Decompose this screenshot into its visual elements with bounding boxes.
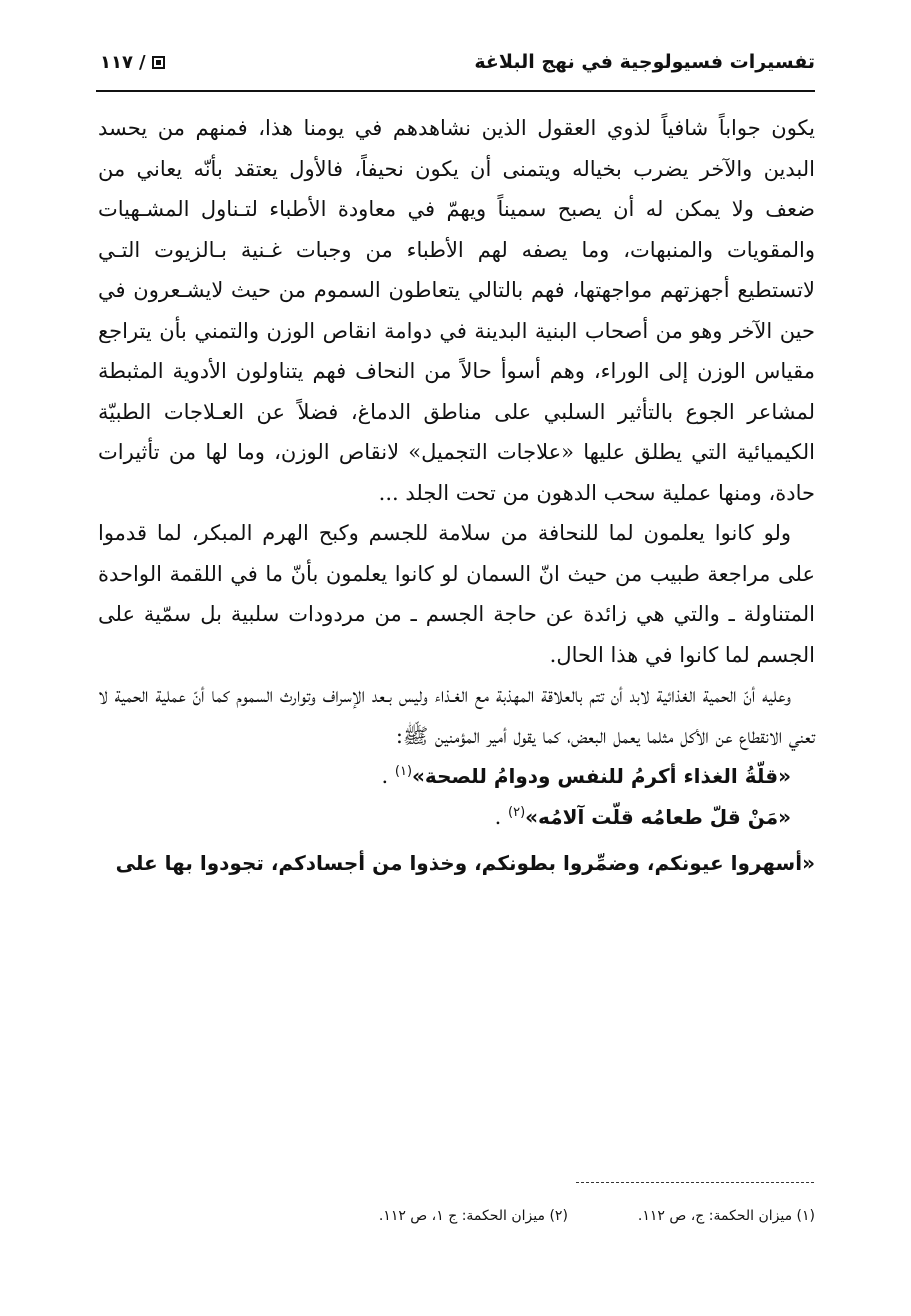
footnote-2: (٢) ميزان الحكمة: ج ١، ص ١١٢.: [378, 1208, 568, 1224]
footnotes: [96, 1208, 815, 1224]
body-text: [98, 108, 815, 884]
footnote-ref-1: (١): [394, 764, 413, 779]
paragraph-2: ولو كانوا يعلمون لما للنحافة من سلامة للجسم وكبح الهرم المبكر، لما قدموا على مراجعة طبيب من حيث انّ السمان لو كانوا يعلمون بأنّ ما في اللقمة الواحدة المتناولة ـ والتي هي زائدة عن حاجة الجسم ـ من مردودات سلبية بل سمّية على الجسم لما كانوا في هذا الحال.: [98, 521, 815, 667]
paragraph-3: وعليه أنّ الحمية الغذائية لابد أن تتم بالعلاقة المهذبة مع الغـذاء وليس بـعد الإسراف وتوارث السموم كما أنّ عملية الحمية لا تعني الانقطاع عن الأكل مثلما يعمل البعض، كما يقول أمير المؤمنين ﷺ:: [98, 683, 815, 748]
page-separator: /: [138, 51, 146, 73]
page-header: [100, 42, 815, 82]
page-number: ١١٧: [100, 51, 133, 73]
quote-2-text: «مَنْ قلّ طعامُه قلّت آلامُه»: [525, 804, 791, 829]
header-rule: [96, 90, 815, 92]
quote-2-period: .: [494, 804, 502, 829]
footnote-ref-2: (٢): [508, 804, 526, 820]
footnote-rule: [576, 1182, 814, 1183]
running-title: تفسيرات فسيولوجية في نهج البلاغة: [474, 51, 815, 73]
quote-2: [98, 797, 815, 838]
square-ornament-icon: [152, 56, 165, 69]
paragraph-4: «أسهروا عيونكم، وضمِّروا بطونكم، وخذوا من أجسادكم، تجودوا بها على: [115, 851, 815, 875]
quote-1-text: «قلّةُ الغذاء أكرمُ للنفس ودوامُ للصحة»: [412, 764, 791, 788]
page-number-group: [100, 52, 165, 73]
paragraph-1: يكون جواباً شافياً لذوي العقول الذين نشاهدهم في يومنا هذا، فمنهم من يحسد البدين والآخر يضرب بخياله ويتمنى أن يكون نحيفاً، فالأول يعتقد بأنّه يعاني من ضعف ولا يمكن له أن يصبح سميناً ويهمّ في معاودة الأطباء لتـناول المشـهيات والمقويات والمنبهات، وما يصفه لهم الأطباء من وجبات غـنية بـالزيوت التـي لاتستطيع أجهزتهم مواجهتها، فهم بالتالي يتعاطون السموم من حيث لايشـعرون في حين الآخر وهو من أصحاب البنية البدينة في دوامة انقاص الوزن والتمني بأن يتراجع مقياس الوزن إلى الوراء، وهم أسوأ حالاً من النحاف فهم يتناولون الأدوية المثبطة لمشاعر الجوع بالتأثير السلبي على مناطق الدماغ، فضلاً عن العـلاجات الطبيّة الكيميائية التي يطلق عليها «علاجات التجميل» لانقاص الوزن، وما لها من تأثيرات حادة، ومنها عملية سحب الدهون من تحت الجلد ...: [98, 116, 815, 505]
quote-1-period: .: [381, 764, 389, 788]
quote-1: [98, 756, 815, 797]
footnote-1: (١) ميزان الحكمة: ج، ص ١١٢.: [637, 1208, 815, 1224]
